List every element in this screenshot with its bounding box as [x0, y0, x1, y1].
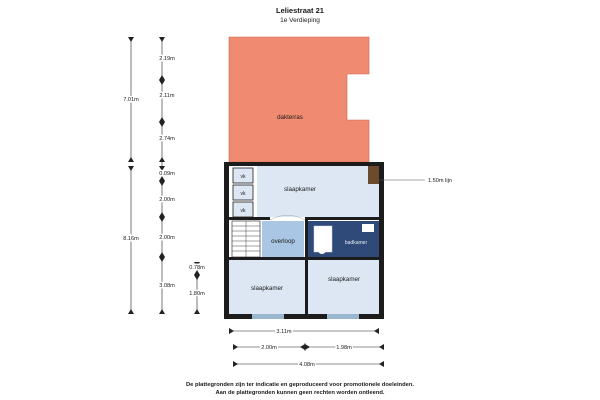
window-bottom-right	[327, 314, 359, 319]
floorplan-address-title: Leliestraat 21	[276, 6, 324, 15]
bedroom-bottom-right-room	[308, 260, 379, 314]
dim-width-right: 1.98m	[336, 345, 352, 351]
dim-width-inner: 3.11m	[276, 329, 292, 335]
bathroom-label: badkamer	[344, 240, 368, 246]
landing-label: overloop	[271, 238, 295, 245]
terrace-area	[229, 37, 369, 162]
staircase	[232, 221, 260, 257]
dim-left-total-bottom: 8.16m	[123, 236, 139, 242]
dim-width-left: 2.00m	[261, 345, 277, 351]
closet-2-label: vk	[240, 191, 246, 197]
dim-inner-5: 2.00m	[159, 197, 175, 203]
dim-inner-8: 0.78m	[189, 265, 205, 271]
skylight-annotation: 1.50m lijn	[428, 178, 452, 184]
window-bottom-left	[252, 314, 284, 319]
disclaimer-line-2: Aan de plattegronden kunnen geen rechten worden ontleend.	[215, 390, 385, 396]
sink	[362, 224, 374, 232]
bedroom-bottom-right-label: slaapkamer	[328, 276, 360, 283]
dim-left-total-top: 7.01m	[123, 97, 139, 103]
dim-inner-2: 2.11m	[159, 93, 175, 99]
closet-1-label: vk	[240, 174, 246, 180]
dim-width-total: 4.08m	[299, 362, 315, 368]
shaft-block	[368, 166, 379, 184]
floorplan-floor-subtitle: 1e Verdieping	[280, 17, 320, 24]
dim-inner-7: 3.08m	[159, 283, 175, 289]
dim-inner-9: 1.80m	[189, 291, 205, 297]
closet-3-label: vk	[240, 208, 246, 214]
dim-inner-3: 2.74m	[159, 136, 175, 142]
bedroom-top-room	[257, 166, 379, 217]
bedroom-bottom-left-label: slaapkamer	[251, 285, 283, 292]
bedroom-top-label: slaapkamer	[284, 186, 316, 193]
dim-inner-4: 0.09m	[159, 171, 175, 177]
disclaimer-line-1: De plattegronden zijn ter indicatie en geproduceerd voor promotionele doeleinden.	[185, 382, 415, 388]
terrace-label: dakterras	[277, 114, 303, 121]
toilet	[318, 246, 326, 254]
dim-inner-1: 2.19m	[159, 56, 175, 62]
dim-inner-6: 2.00m	[159, 235, 175, 241]
